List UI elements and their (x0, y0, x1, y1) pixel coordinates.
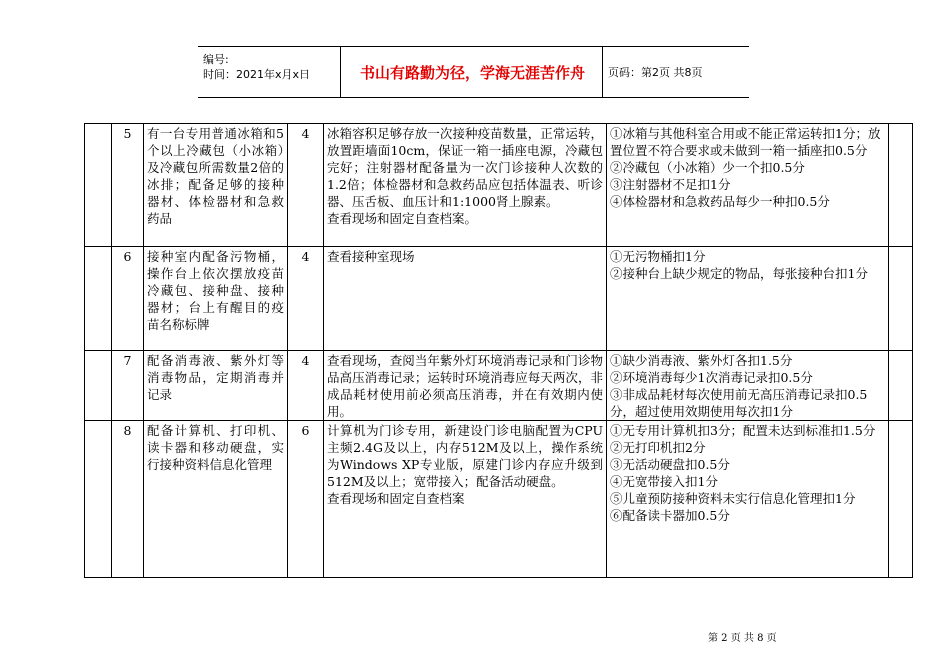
method-line: 查看现场和固定自查档案。 (327, 211, 478, 226)
left-margin-cell (85, 247, 112, 351)
deduction-rules (607, 247, 889, 351)
document-date-label: 时间：2021年x月x日 (203, 68, 311, 81)
deduction-rules (607, 351, 889, 421)
deduction-line: ⑥配备读卡器加0.5分 (610, 508, 730, 523)
score-value: 4 (288, 351, 324, 421)
deduction-line: ②冷藏包（小冰箱）少一个扣0.5分 (610, 160, 805, 175)
method-line: 查看接种室现场 (327, 249, 415, 264)
table-row (85, 247, 913, 351)
table-row (85, 124, 913, 247)
header-divider (602, 47, 603, 97)
item-number: 7 (112, 351, 144, 421)
header-motto: 书山有路勤为径，学海无涯苦作舟 (359, 63, 585, 82)
requirement-text: 配备消毒液、紫外灯等消毒物品，定期消毒并记录 (144, 351, 288, 421)
table-row (85, 351, 913, 421)
document-number-label: 编号: (203, 53, 229, 66)
header-divider (340, 47, 341, 97)
assessment-method (324, 124, 607, 247)
requirement-text: 配备计算机、打印机、读卡器和移动硬盘，实行接种资料信息化管理 (144, 421, 288, 578)
item-number: 5 (112, 124, 144, 247)
table-row (85, 421, 913, 578)
score-value: 6 (288, 421, 324, 578)
header-page-number: 页码：第2页 共8页 (608, 66, 703, 79)
left-margin-cell (85, 421, 112, 578)
score-value: 4 (288, 124, 324, 247)
deduction-rules (607, 421, 889, 578)
deduction-rules (607, 124, 889, 247)
requirement-text: 有一台专用普通冰箱和5个以上冷藏包（小冰箱）及冷藏包所需数量2倍的冰排；配备足够的接种器材、体检器材和急救药品 (144, 124, 288, 247)
page-header (198, 46, 749, 98)
right-margin-cell (889, 124, 913, 247)
deduction-line: ③无活动硬盘扣0.5分 (610, 457, 730, 472)
deduction-line: ⑤儿童预防接种资料未实行信息化管理扣1分 (610, 491, 856, 506)
deduction-line: ①冰箱与其他科室合用或不能正常运转扣1分；放置位置不符合要求或未做到一箱一插座扣0.5分 (610, 126, 881, 158)
score-value: 4 (288, 247, 324, 351)
right-margin-cell (889, 351, 913, 421)
left-margin-cell (85, 124, 112, 247)
method-line: 查看现场和固定自查档案 (327, 491, 465, 506)
assessment-method (324, 351, 607, 421)
deduction-line: ①无专用计算机扣3分；配置未达到标准扣1.5分 (610, 423, 876, 438)
header-meta (203, 52, 310, 82)
page-footer: 第 2 页 共 8 页 (708, 633, 777, 644)
requirement-text: 接种室内配备污物桶，操作台上依次摆放疫苗冷藏包、接种盘、接种器材；台上有醒目的疫苗名称标牌 (144, 247, 288, 351)
deduction-line: ②环境消毒每少1次消毒记录扣0.5分 (610, 370, 813, 385)
method-line: 冰箱容积足够存放一次接种疫苗数量，正常运转，放置距墙面10cm，保证一箱一插座电源，冷藏包完好；注射器材配备量为一次门诊接种人次数的1.2倍；体检器材和急救药品应包括体温表、听诊器、压舌板、血压计和1:1000肾上腺素。 (327, 126, 603, 209)
right-margin-cell (889, 247, 913, 351)
deduction-line: ③非成品耗材每次使用前无高压消毒记录扣0.5分，超过使用效期使用每次扣1分 (610, 387, 868, 419)
deduction-line: ②接种台上缺少规定的物品，每张接种台扣1分 (610, 266, 868, 281)
item-number: 6 (112, 247, 144, 351)
assessment-method (324, 421, 607, 578)
item-number: 8 (112, 421, 144, 578)
right-margin-cell (889, 421, 913, 578)
deduction-line: ①无污物桶扣1分 (610, 249, 706, 264)
deduction-line: ④无宽带接入扣1分 (610, 474, 718, 489)
deduction-line: ②无打印机扣2分 (610, 440, 706, 455)
deduction-line: ①缺少消毒液、紫外灯各扣1.5分 (610, 353, 793, 368)
method-line: 查看现场，查阅当年紫外灯环境消毒记录和门诊物品高压消毒记录；运转时环境消毒应每天两次，非成品耗材使用前必须高压消毒，并在有效期内使用。 (327, 353, 603, 419)
assessment-table (84, 123, 913, 578)
deduction-line: ④体检器材和急救药品每少一种扣0.5分 (610, 194, 830, 209)
assessment-method (324, 247, 607, 351)
method-line: 计算机为门诊专用，新建设门诊电脑配置为CPU主频2.4G及以上，内存512M及以上，操作系统为Windows XP专业版，原建门诊内存应升级到512M及以上；宽带接入；配备活动硬盘。 (327, 423, 603, 489)
deduction-line: ③注射器材不足扣1分 (610, 177, 731, 192)
left-margin-cell (85, 351, 112, 421)
